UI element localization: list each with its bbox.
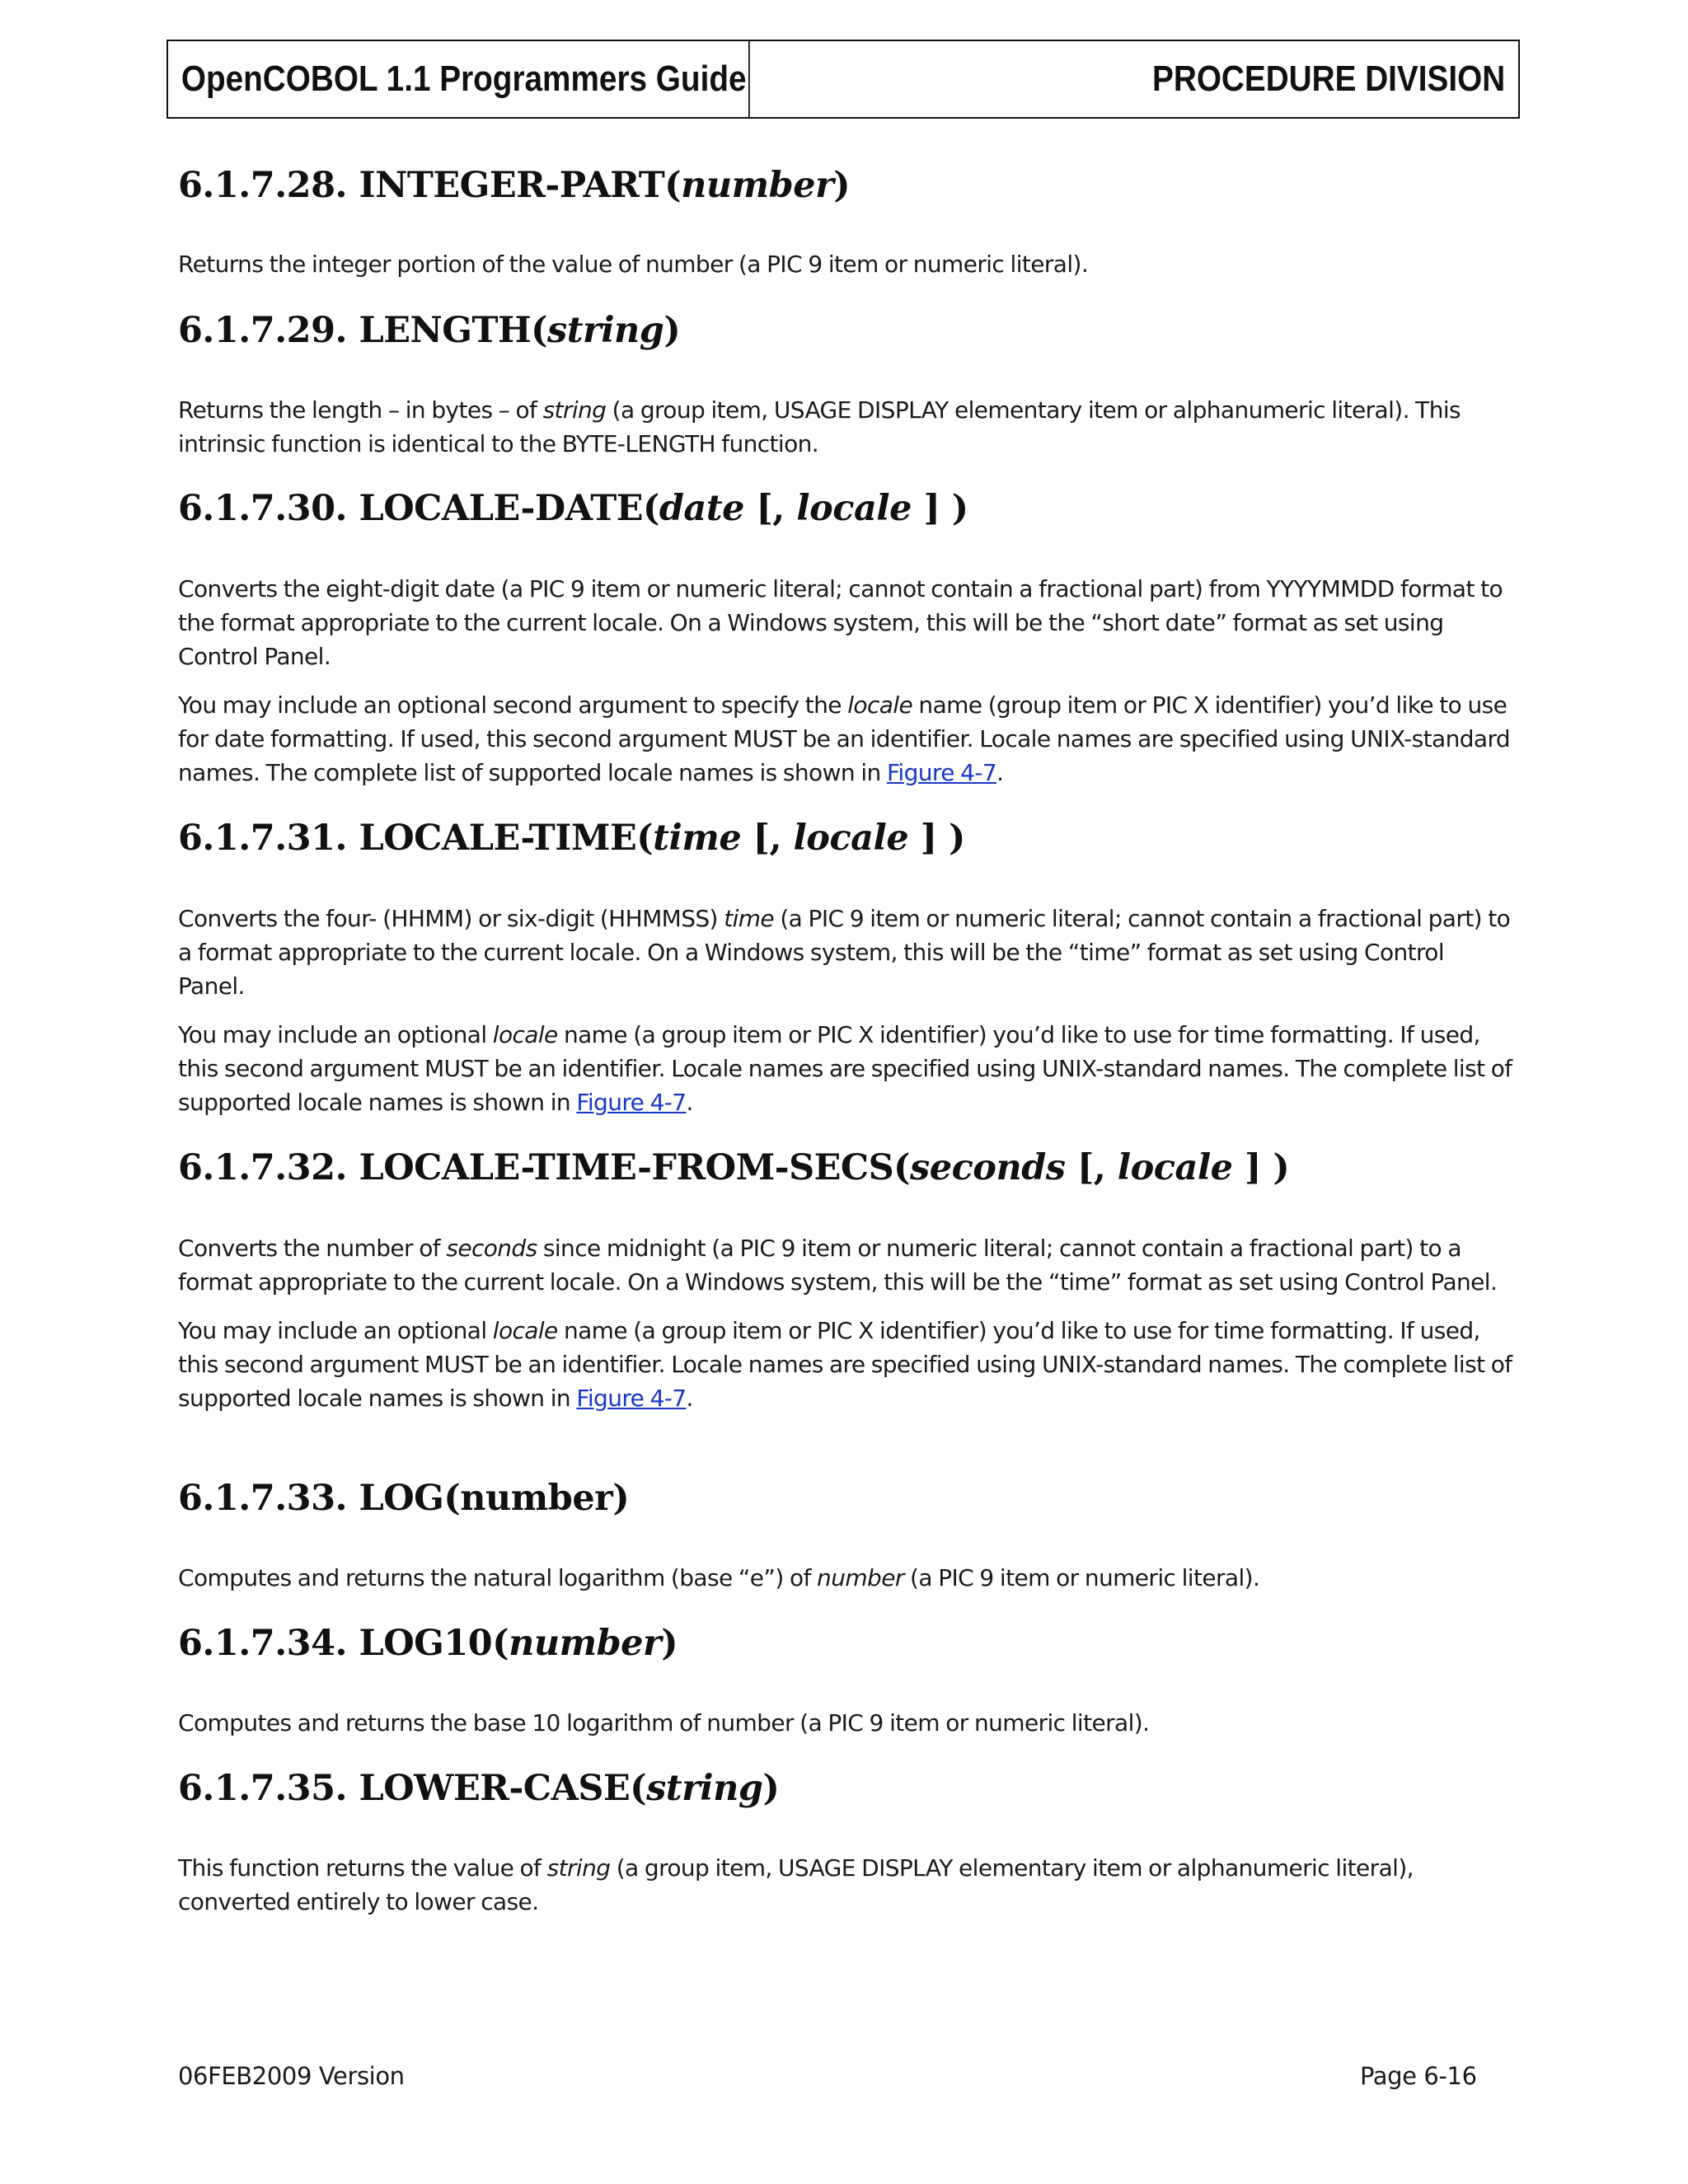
section-heading: 6.1.7.33. LOG(number) bbox=[178, 1478, 630, 1519]
section-heading: 6.1.7.29. LENGTH(string) bbox=[178, 310, 681, 351]
paragraph: Computes and returns the base 10 logarithm of number (a PIC 9 item or numeric literal). bbox=[178, 1709, 1150, 1736]
section-heading: 6.1.7.28. INTEGER-PART(number) bbox=[178, 165, 851, 206]
paragraph: Returns the length – in bytes – of string (a group item, USAGE DISPLAY elementary item or alphanumeric literal). This intrinsic function is identical to the BYTE-LENGTH function. bbox=[178, 396, 1461, 457]
section-locale-time-from-secs-body bbox=[178, 1231, 1513, 1415]
section-log10 bbox=[178, 1623, 1513, 1666]
paragraph: Converts the number of seconds since midnight (a PIC 9 item or numeric literal; cannot contain a fractional part) to a format appropriate to the current locale. On a Windows system, this will be the “time” format as set using Control Panel. bbox=[178, 1235, 1498, 1296]
section-log-body bbox=[178, 1561, 1513, 1595]
paragraph: Converts the eight-digit date (a PIC 9 item or numeric literal; cannot contain a fractional part) from YYYYMMDD format to the format appropriate to the current locale. On a Windows system, this will be the “short date” format as set using Control Panel. bbox=[178, 575, 1503, 670]
section-heading: 6.1.7.34. LOG10(number) bbox=[178, 1623, 678, 1664]
section-integer-part bbox=[178, 165, 1513, 208]
paragraph: You may include an optional second argument to specify the locale name (group item or PIC X identifier) you’d like to use for date formatting. If used, this second argument MUST be an identifier. Locale names are specified using UNIX-standard names. The complete list of supported locale names is shown in Figure 4-7. bbox=[178, 691, 1511, 786]
section-lower-case bbox=[178, 1768, 1513, 1811]
section-log10-body bbox=[178, 1706, 1513, 1740]
header-guide-title: OpenCOBOL 1.1 Programmers Guide bbox=[168, 41, 750, 117]
figure-link[interactable]: Figure 4-7 bbox=[576, 1385, 687, 1412]
footer-version: 06FEB2009 Version bbox=[178, 2062, 405, 2090]
header-division-title: PROCEDURE DIVISION bbox=[1152, 59, 1506, 99]
paragraph: Converts the four- (HHMM) or six-digit (HHMMSS) time (a PIC 9 item or numeric literal; cannot contain a fractional part) to a format appropriate to the current locale. On a Windows system, this will be the “time” format as set using Control Panel. bbox=[178, 905, 1511, 1000]
figure-link[interactable]: Figure 4-7 bbox=[576, 1089, 687, 1116]
section-heading: 6.1.7.35. LOWER-CASE(string) bbox=[178, 1768, 780, 1809]
section-locale-time-from-secs bbox=[178, 1147, 1513, 1190]
section-heading: 6.1.7.32. LOCALE-TIME-FROM-SECS(seconds [, locale ] ) bbox=[178, 1147, 1290, 1188]
paragraph: You may include an optional locale name (a group item or PIC X identifier) you’d like to use for time formatting. If used, this second argument MUST be an identifier. Locale names are specified using UNIX-standard names. The complete list of supported locale names is shown in Figure 4-7. bbox=[178, 1021, 1512, 1116]
paragraph: Returns the integer portion of the value of number (a PIC 9 item or numeric literal). bbox=[178, 251, 1089, 278]
section-integer-part-body bbox=[178, 247, 1513, 281]
footer-page-number: Page 6-16 bbox=[1360, 2062, 1477, 2090]
section-log bbox=[178, 1478, 1513, 1521]
section-locale-time bbox=[178, 818, 1513, 860]
section-locale-time-body bbox=[178, 902, 1513, 1119]
section-lower-case-body bbox=[178, 1851, 1513, 1919]
paragraph: You may include an optional locale name (a group item or PIC X identifier) you’d like to use for time formatting. If used, this second argument MUST be an identifier. Locale names are specified using UNIX-standard names. The complete list of supported locale names is shown in Figure 4-7. bbox=[178, 1317, 1512, 1412]
paragraph: This function returns the value of string (a group item, USAGE DISPLAY elementary item or alphanumeric literal), converted entirely to lower case. bbox=[178, 1854, 1414, 1915]
paragraph: Computes and returns the natural logarithm (base “e”) of number (a PIC 9 item or numeric literal). bbox=[178, 1564, 1260, 1591]
section-heading: 6.1.7.31. LOCALE-TIME(time [, locale ] ) bbox=[178, 818, 965, 859]
section-length bbox=[178, 310, 1513, 353]
section-locale-date bbox=[178, 488, 1513, 531]
section-length-body bbox=[178, 393, 1513, 461]
page-header bbox=[166, 40, 1520, 119]
section-locale-date-body bbox=[178, 572, 1513, 790]
section-heading: 6.1.7.30. LOCALE-DATE(date [, locale ] ) bbox=[178, 488, 968, 529]
figure-link[interactable]: Figure 4-7 bbox=[886, 759, 997, 786]
